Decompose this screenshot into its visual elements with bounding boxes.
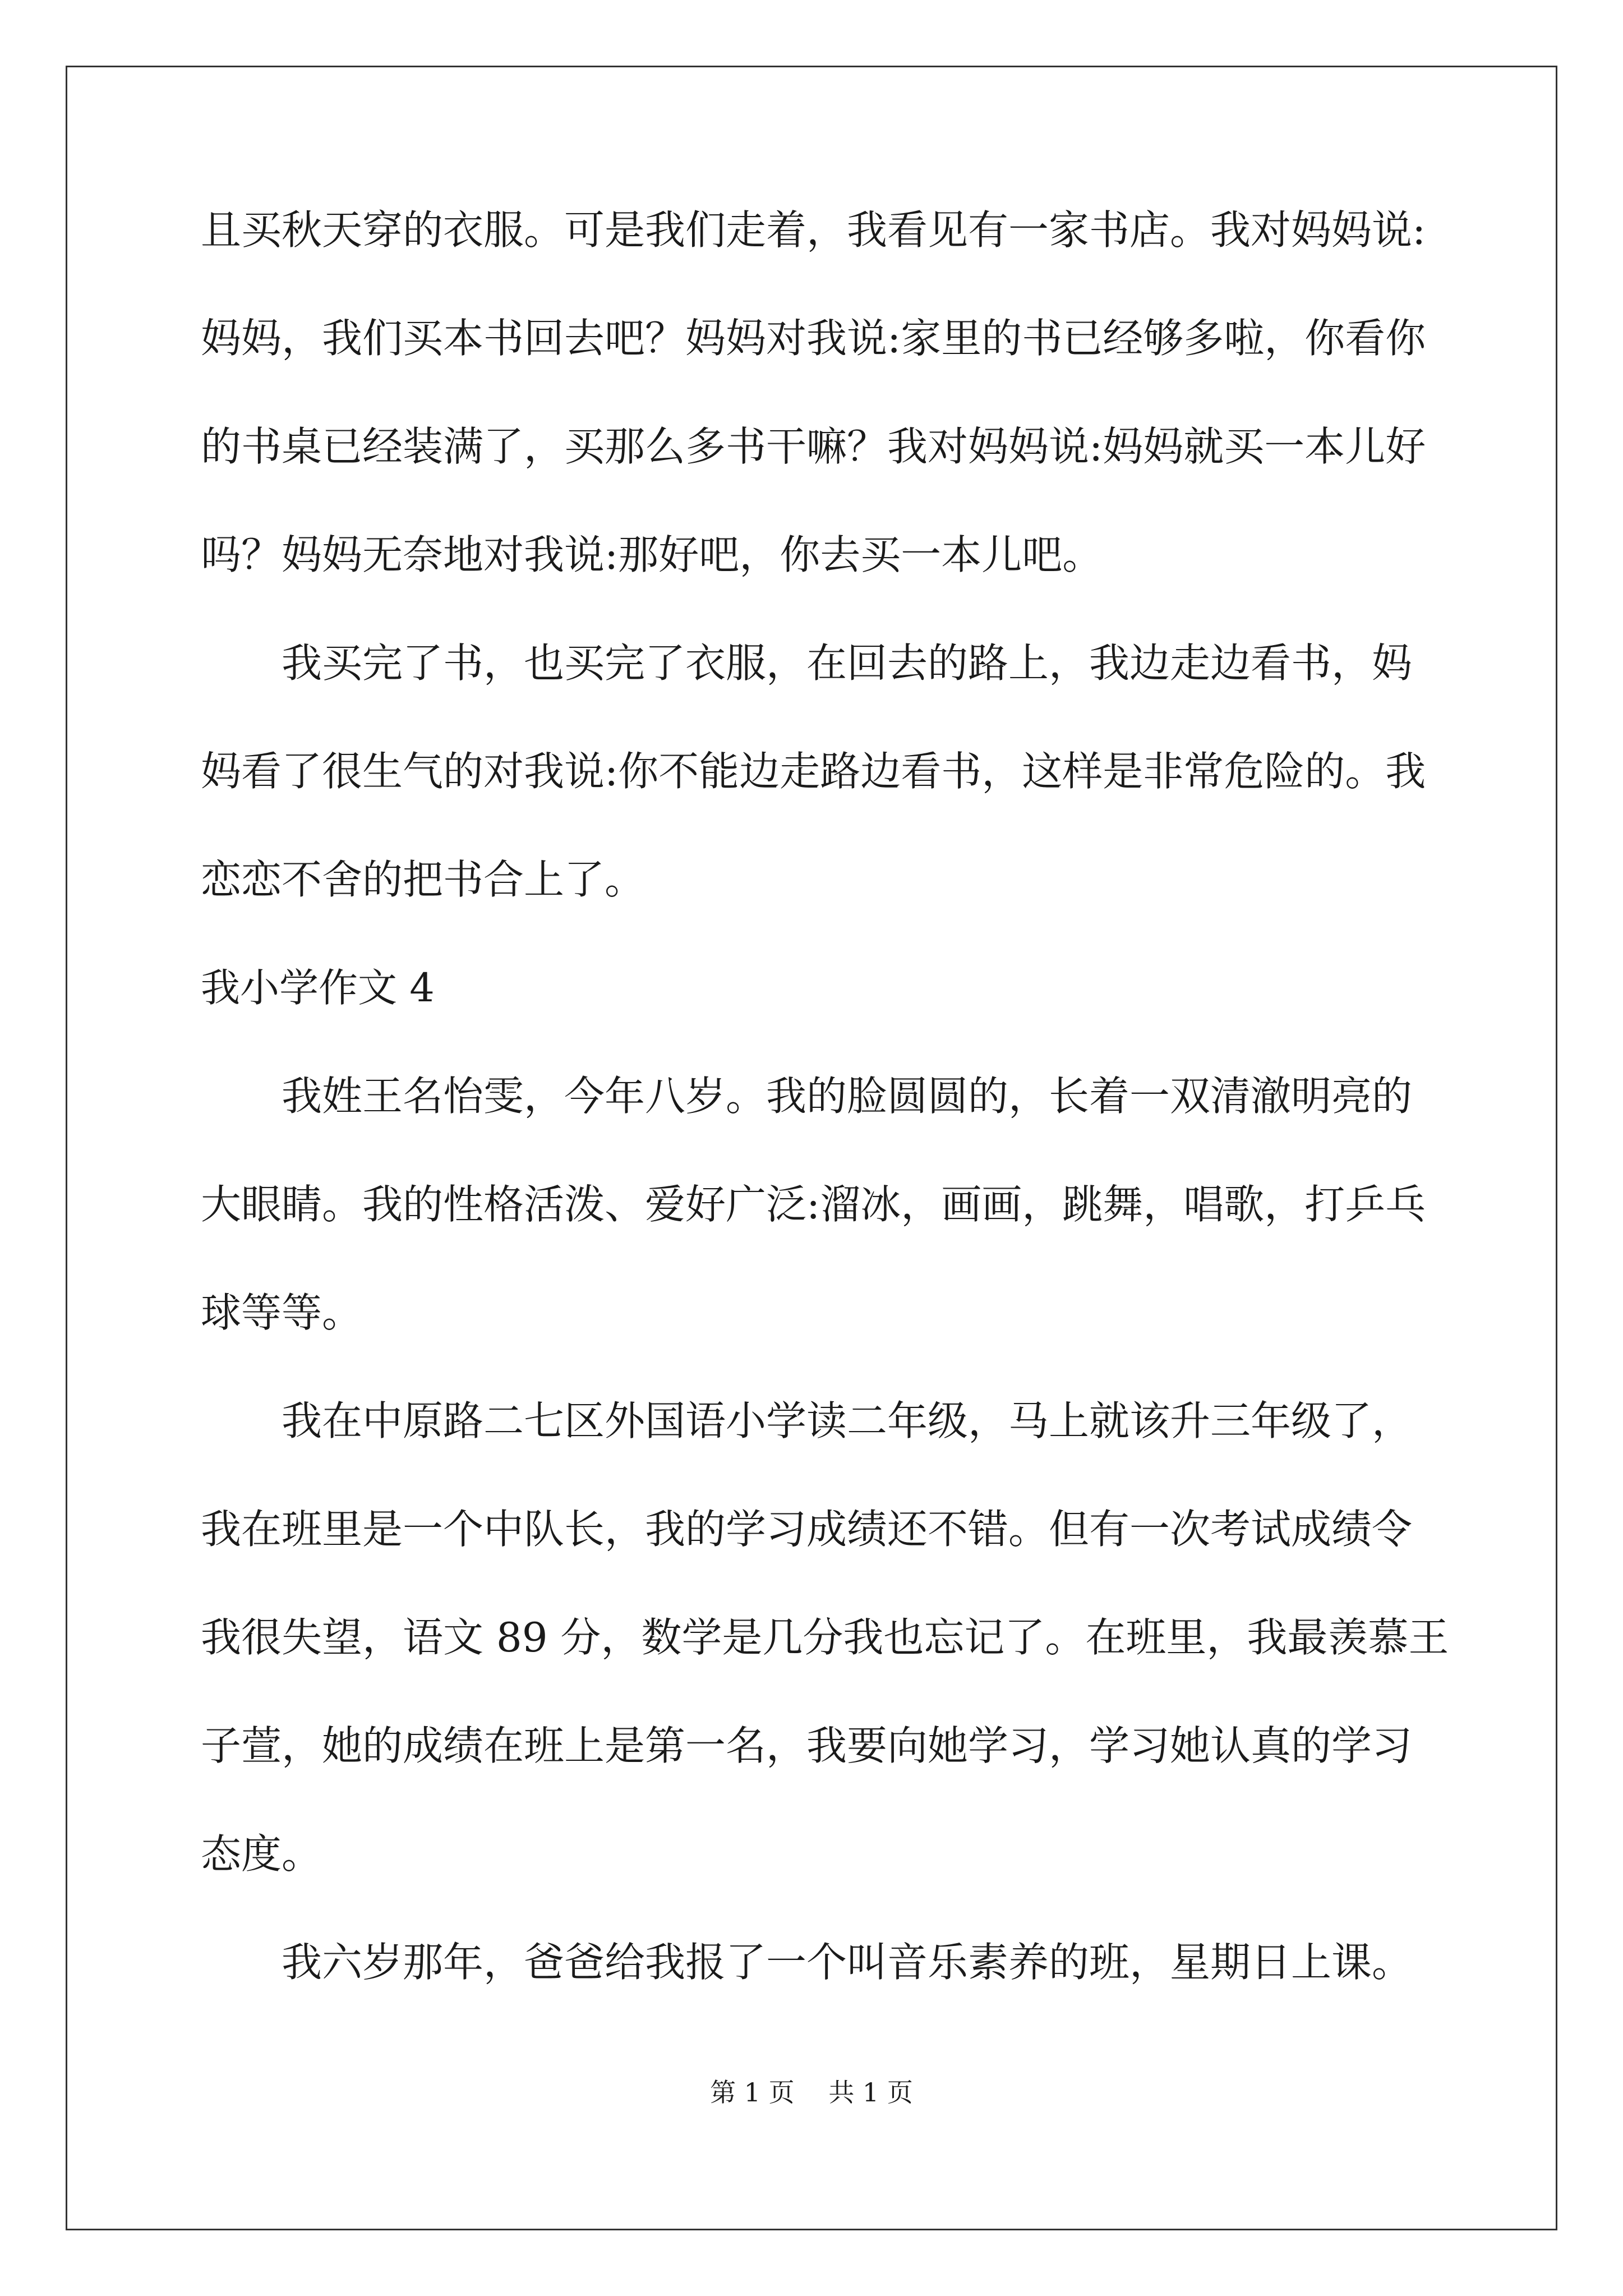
text-line: 我六岁那年，爸爸给我报了一个叫音乐素养的班，星期日上课。: [282, 1939, 1413, 1986]
text-line: 且买秋天穿的衣服。可是我们走着，我看见有一家书店。我对妈妈说:: [201, 206, 1426, 254]
section-heading: 我小学作文 4: [201, 965, 435, 1011]
text-line: 子萱，她的成绩在班上是第一名，我要向她学习，学习她认真的学习: [201, 1722, 1413, 1769]
text-line: 妈妈，我们买本书回去吧？妈妈对我说:家里的书已经够多啦，你看你: [201, 315, 1426, 362]
document-body: [201, 202, 1449, 2042]
text-line: 我姓王名怡雯，今年八岁。我的脸圆圆的，长着一双清澈明亮的: [282, 1073, 1413, 1120]
page-number-current: 第 1 页: [710, 2077, 795, 2108]
text-line: 态度。: [201, 1830, 322, 1878]
text-line: 恋恋不舍的把书合上了。: [201, 856, 645, 903]
text-line: 我买完了书，也买完了衣服，在回去的路上，我边走边看书，妈: [282, 639, 1413, 687]
text-line: 我在班里是一个中队长，我的学习成绩还不错。但有一次考试成绩令: [201, 1506, 1413, 1553]
text-line: 吗？妈妈无奈地对我说:那好吧，你去买一本儿吧。: [201, 531, 1103, 578]
page-number-total: 共 1 页: [828, 2077, 913, 2108]
text-line: 大眼睛。我的性格活泼、爱好广泛:溜冰，画画，跳舞，唱歌，打乒乓: [201, 1181, 1426, 1228]
text-line: 我很失望，语文 89 分，数学是几分我也忘记了。在班里，我最羡慕王: [201, 1614, 1449, 1661]
text-line: 的书桌已经装满了，买那么多书干嘛？我对妈妈说:妈妈就买一本儿好: [201, 423, 1426, 470]
text-line: 妈看了很生气的对我说:你不能边走路边看书，这样是非常危险的。我: [201, 748, 1426, 795]
text-line: 我在中原路二七区外国语小学读二年级，马上就该升三年级了，: [282, 1397, 1413, 1444]
page-footer: [0, 2076, 1623, 2109]
text-line: 球等等。: [201, 1289, 363, 1336]
